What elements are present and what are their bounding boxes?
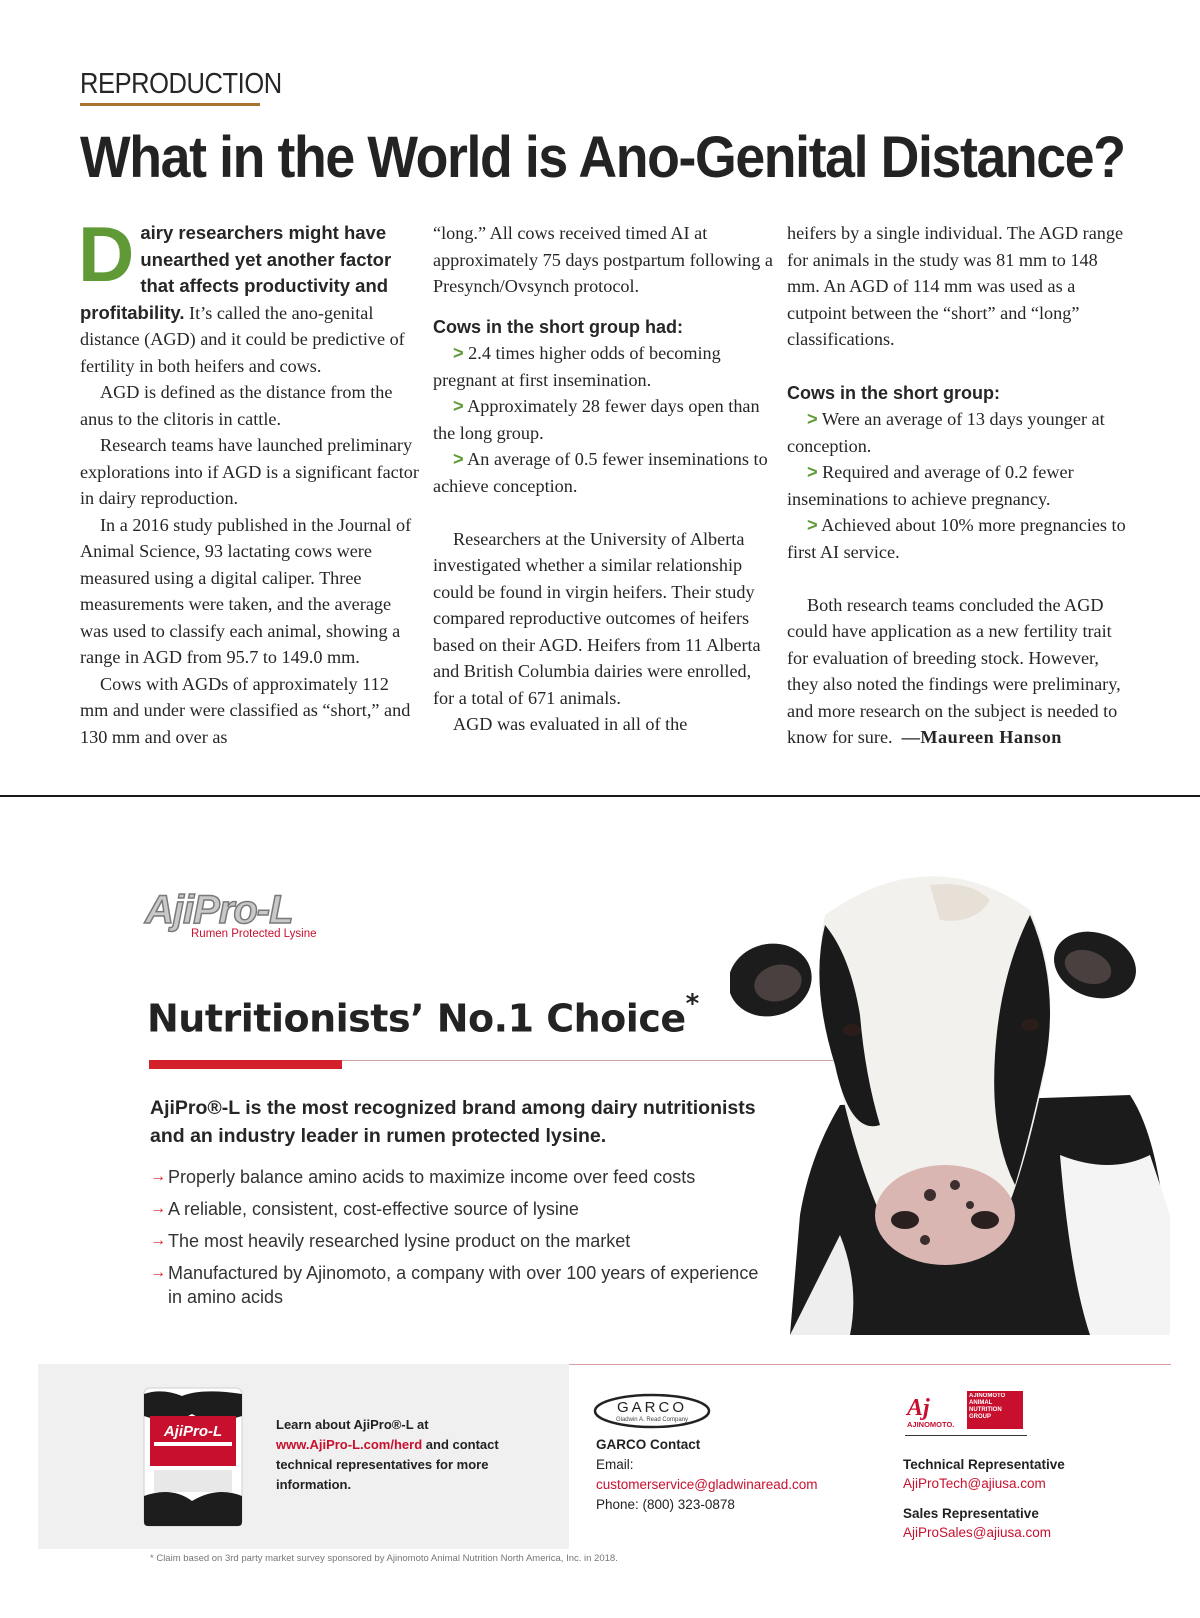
footnote-mark: * bbox=[685, 989, 699, 1019]
garco-email-label: Email: bbox=[596, 1457, 634, 1472]
benefit-list bbox=[150, 1165, 760, 1317]
bullet-arrow-icon: > bbox=[453, 449, 464, 469]
bag-logo-text: AjiPro-L bbox=[163, 1423, 223, 1440]
bullet-arrow-icon: > bbox=[807, 462, 818, 482]
arrow-right-icon: → bbox=[150, 1200, 166, 1217]
ajipro-logo bbox=[145, 890, 317, 940]
arrow-right-icon: → bbox=[150, 1232, 166, 1249]
ajinomoto-logo bbox=[905, 1391, 1027, 1441]
arrow-right-icon: → bbox=[150, 1264, 166, 1281]
sales-rep-label: Sales Representative bbox=[903, 1506, 1039, 1521]
article-headline: What in the World is Ano-Genital Distance? bbox=[80, 125, 1125, 190]
article-paragraph: Cows with AGDs of approximately 112 mm and under were classified as “short,” and 130 mm and over as bbox=[80, 673, 411, 747]
findings-subhead: Cows in the short group: bbox=[787, 382, 1000, 403]
finding-bullet: > An average of 0.5 fewer inseminations to achieve conception. bbox=[433, 449, 768, 496]
garco-phone: Phone: (800) 323-0878 bbox=[596, 1497, 735, 1512]
bullet-arrow-icon: > bbox=[453, 343, 464, 363]
product-bag-image bbox=[142, 1386, 244, 1528]
contact-band-rule bbox=[569, 1364, 1171, 1365]
finding-bullet: > 2.4 times higher odds of becoming pregnant at first insemination. bbox=[433, 343, 721, 390]
drop-cap: D bbox=[78, 210, 135, 298]
sales-rep-email-link[interactable]: AjiProSales@ajiusa.com bbox=[903, 1525, 1052, 1540]
ad-footnote: * Claim based on 3rd party market survey sponsored by Ajinomoto Animal Nutrition North America, Inc. in 2018. bbox=[150, 1553, 618, 1564]
article-column-1 bbox=[78, 210, 420, 750]
finding-bullet: > Approximately 28 fewer days open than the long group. bbox=[433, 396, 760, 443]
article-paragraph: Researchers at the University of Alberta investigated whether a similar relationship could be found in virgin heifers. Their study compared reproductive outcomes of heifers based on their AGD. Heifers from 11 Alberta and British Columbia dairies were enrolled, for a total of 671 animals. bbox=[433, 528, 761, 708]
garco-contact-heading: GARCO Contact bbox=[596, 1437, 701, 1452]
ajinomoto-logo-box-text: AJINOMOTO ANIMAL NUTRITION GROUP bbox=[969, 1393, 1006, 1420]
section-underline bbox=[80, 103, 260, 106]
article-column-3 bbox=[787, 220, 1127, 751]
ajinomoto-logo-word: AJINOMOTO. bbox=[907, 1420, 955, 1429]
cow-photo bbox=[730, 855, 1170, 1335]
benefit-item: → The most heavily researched lysine product on the market bbox=[150, 1231, 631, 1251]
bullet-arrow-icon: > bbox=[807, 515, 818, 535]
learn-more-text: Learn about AjiPro®-L at www.AjiPro-L.com/herd and contact technical representatives for more information. bbox=[276, 1417, 499, 1492]
article-paragraph: AGD was evaluated in all of the bbox=[453, 714, 688, 734]
garco-logo-text: GARCO bbox=[616, 1399, 688, 1416]
benefit-item: → Properly balance amino acids to maximize income over feed costs bbox=[150, 1167, 696, 1187]
logo-tagline: Rumen Protected Lysine bbox=[191, 928, 317, 940]
finding-bullet: > Achieved about 10% more pregnancies to first AI service. bbox=[787, 515, 1126, 562]
tech-rep-email-link[interactable]: AjiProTech@ajiusa.com bbox=[903, 1476, 1046, 1491]
ajinomoto-contacts bbox=[903, 1455, 1173, 1542]
page-divider bbox=[0, 795, 1200, 797]
lead-paragraph-rest: It’s called the ano-genital distance (AGD) and it could be predictive of fertility in both heifers and cows. bbox=[80, 302, 405, 376]
tech-rep-label: Technical Representative bbox=[903, 1457, 1065, 1472]
article-paragraph: “long.” All cows received timed AI at approximately 75 days postpartum following a Presynch/Ovsynch protocol. bbox=[433, 223, 773, 296]
article-paragraph: AGD is defined as the distance from the anus to the clitoris in cattle. bbox=[80, 382, 393, 429]
arrow-right-icon: → bbox=[150, 1168, 166, 1185]
ad-lede: AjiPro®-L is the most recognized brand among dairy nutritionists and an industry leader in rumen protected lysine. bbox=[150, 1097, 756, 1147]
logo-wordmark: AjiPro-L bbox=[145, 888, 293, 932]
article-paragraph: In a 2016 study published in the Journal of Animal Science, 93 lactating cows were measured using a digital caliper. Three measurements were taken, and the average was used to classify each animal, showing a range in AGD from 95.7 to 149.0 mm. bbox=[80, 514, 412, 667]
article-closing-paragraph: Both research teams concluded the AGD could have application as a new fertility trait for evaluation of breeding stock. However, they also noted the findings were preliminary, and more research on the subject is needed to know for sure. —Maureen Hanson bbox=[787, 594, 1121, 747]
lead-text: airy researchers might have unearthed yet another factor that affects productivity and profitability. bbox=[80, 222, 392, 323]
benefit-item: → A reliable, consistent, cost-effective source of lysine bbox=[150, 1199, 579, 1219]
author-byline: —Maureen Hanson bbox=[901, 727, 1062, 747]
bullet-arrow-icon: > bbox=[807, 409, 818, 429]
garco-logo bbox=[593, 1393, 711, 1429]
garco-contact bbox=[596, 1435, 866, 1515]
benefit-item: → Manufactured by Ajinomoto, a company with over 100 years of experience in amino acids bbox=[150, 1263, 759, 1307]
article-column-2 bbox=[433, 220, 773, 738]
article-paragraph: Research teams have launched preliminary explorations into if AGD is a significant factor in dairy reproduction. bbox=[80, 435, 419, 508]
findings-subhead: Cows in the short group had: bbox=[433, 316, 683, 337]
bullet-arrow-icon: > bbox=[453, 396, 464, 416]
section-label: REPRODUCTION bbox=[80, 68, 282, 100]
article-lead-paragraph bbox=[78, 210, 420, 379]
ajipro-website-link[interactable]: www.AjiPro-L.com/herd bbox=[276, 1437, 423, 1452]
ad-headline: Nutritionists’ No.1 Choice* bbox=[147, 989, 699, 1041]
ajinomoto-logo-glyph: Aj bbox=[907, 1395, 930, 1421]
article-paragraph: heifers by a single individual. The AGD range for animals in the study was 81 mm to 148 mm. An AGD of 114 mm was used as a cutpoint between the “short” and “long” classifications. bbox=[787, 223, 1124, 349]
garco-email-link[interactable]: customerservice@gladwinaread.com bbox=[596, 1477, 818, 1492]
accent-bar bbox=[149, 1060, 342, 1069]
finding-bullet: > Were an average of 13 days younger at conception. bbox=[787, 409, 1105, 456]
garco-logo-subtext: Gladwin A. Read Company bbox=[615, 1417, 689, 1423]
finding-bullet: > Required and average of 0.2 fewer inseminations to achieve pregnancy. bbox=[787, 462, 1074, 509]
